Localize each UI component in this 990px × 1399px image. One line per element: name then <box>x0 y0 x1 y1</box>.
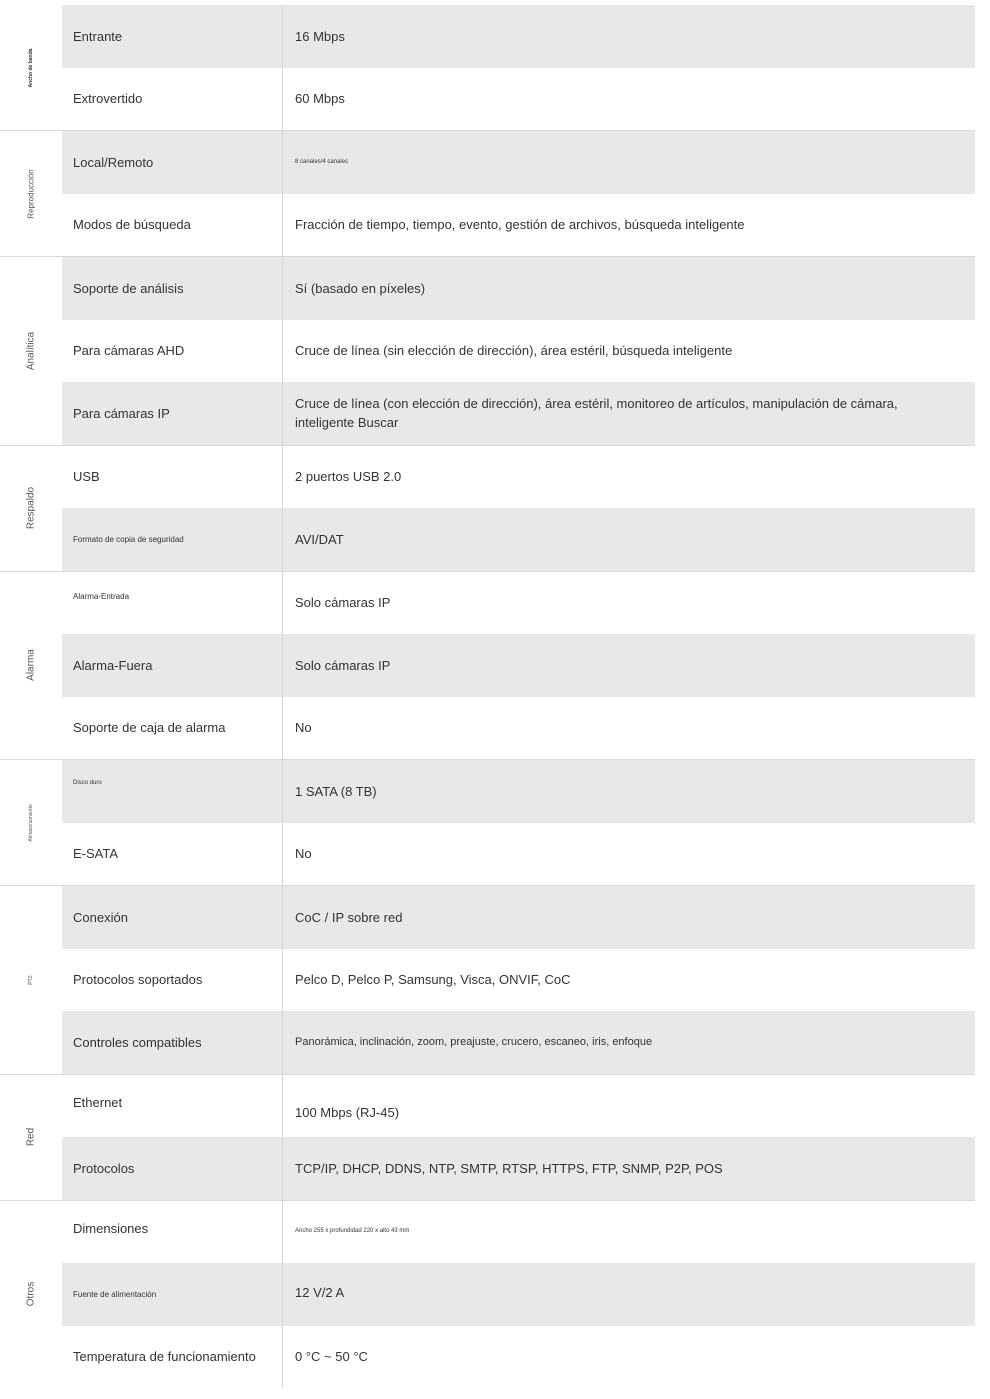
spec-value: Pelco D, Pelco P, Samsung, Visca, ONVIF, CoC <box>295 972 571 988</box>
spec-name: Controles compatibles <box>62 1011 283 1074</box>
table-row <box>62 5 975 68</box>
spec-name: Disco duro <box>62 760 283 823</box>
spec-value: 12 V/2 A <box>295 1285 345 1300</box>
table-row <box>62 823 975 886</box>
table-row <box>62 1326 975 1389</box>
table-row <box>62 949 975 1012</box>
table-row <box>62 1075 975 1138</box>
spec-value: Ancho 255 x profundidad 220 x alto 43 mm <box>295 1228 410 1235</box>
section-label <box>0 131 62 256</box>
spec-value: CoC / IP sobre red <box>295 909 403 925</box>
section-ptz <box>0 886 975 1075</box>
spec-name: Formato de copia de seguridad <box>62 508 283 571</box>
spec-value: 16 Mbps <box>295 28 345 44</box>
spec-name: Protocolos <box>62 1137 283 1200</box>
spec-value: AVI/DAT <box>295 531 344 547</box>
spec-name: Extrovertido <box>62 68 283 131</box>
spec-name: Soporte de análisis <box>62 257 283 320</box>
spec-name: Conexión <box>62 886 283 949</box>
table-row <box>62 194 975 257</box>
section-label-text: Ancho de banda <box>28 48 34 87</box>
table-row <box>62 697 975 760</box>
table-row <box>62 886 975 949</box>
table-row <box>62 1201 975 1264</box>
spec-value: TCP/IP, DHCP, DDNS, NTP, SMTP, RTSP, HTTPS, FTP, SNMP, P2P, POS <box>295 1160 723 1176</box>
spec-name: Protocolos soportados <box>62 949 283 1012</box>
spec-name: Soporte de caja de alarma <box>62 697 283 760</box>
spec-table <box>0 5 975 1388</box>
spec-value: 100 Mbps (RJ-45) <box>295 1104 400 1120</box>
section-playback <box>0 131 975 257</box>
spec-name: Modos de búsqueda <box>62 194 283 257</box>
spec-name: USB <box>62 446 283 509</box>
table-row <box>62 1137 975 1200</box>
section-label-text: Analítica <box>25 331 37 370</box>
section-storage <box>0 760 975 886</box>
spec-value: Solo cámaras IP <box>295 595 391 611</box>
section-backup <box>0 446 975 572</box>
spec-value: 1 SATA (8 TB) <box>295 783 377 799</box>
section-label <box>0 760 62 885</box>
table-row <box>62 68 975 131</box>
section-label-text: PTZ <box>28 975 34 985</box>
table-row <box>62 446 975 509</box>
spec-name: Entrante <box>62 5 283 68</box>
spec-name: E-SATA <box>62 823 283 886</box>
spec-value: Cruce de línea (con elección de dirección), área estéril, monitoreo de artículos, manipulación de cámara, inteligente Buscar <box>295 396 898 431</box>
table-row <box>62 508 975 571</box>
section-network <box>0 1075 975 1201</box>
table-row <box>62 634 975 697</box>
spec-value: Solo cámaras IP <box>295 657 391 673</box>
spec-value: 2 puertos USB 2.0 <box>295 469 402 485</box>
spec-name: Para cámaras IP <box>62 382 283 445</box>
spec-name: Ethernet <box>62 1075 283 1138</box>
spec-name: Local/Remoto <box>62 131 283 194</box>
section-label <box>0 5 62 130</box>
section-label <box>0 1075 62 1200</box>
section-label <box>0 257 62 445</box>
table-row <box>62 320 975 383</box>
section-bandwidth <box>0 5 975 131</box>
section-label-text: Reproducción <box>26 168 36 219</box>
section-label-text: Almacenamiento <box>28 803 34 842</box>
spec-value: Cruce de línea (sin elección de dirección), área estéril, búsqueda inteligente <box>295 343 733 359</box>
spec-value: No <box>295 720 312 736</box>
table-row <box>62 257 975 320</box>
section-other <box>0 1201 975 1389</box>
spec-value: Sí (basado en píxeles) <box>295 280 426 296</box>
section-label <box>0 446 62 571</box>
section-label <box>0 1201 62 1389</box>
spec-name: Alarma-Fuera <box>62 634 283 697</box>
spec-value: 0 °C ~ 50 °C <box>295 1349 368 1365</box>
spec-name: Fuente de alimentación <box>62 1263 283 1326</box>
spec-name: Temperatura de funcionamiento <box>62 1326 283 1389</box>
section-label-text: Red <box>25 1127 37 1147</box>
spec-name: Dimensiones <box>62 1201 283 1264</box>
section-analytics <box>0 257 975 446</box>
section-label-text: Alarma <box>25 649 37 682</box>
section-alarm <box>0 572 975 761</box>
table-row <box>62 382 975 445</box>
table-row <box>62 1011 975 1074</box>
table-row <box>62 760 975 823</box>
section-label-text: Otros <box>25 1282 37 1307</box>
spec-name: Alarma-Entrada <box>62 572 283 635</box>
spec-value: No <box>295 846 312 862</box>
spec-value: 60 Mbps <box>295 91 345 107</box>
table-row <box>62 1263 975 1326</box>
spec-value: Panorámica, inclinación, zoom, preajuste, crucero, escaneo, iris, enfoque <box>295 1035 653 1048</box>
table-row <box>62 572 975 635</box>
spec-name: Para cámaras AHD <box>62 320 283 383</box>
section-label <box>0 886 62 1074</box>
table-row <box>62 131 975 194</box>
spec-value: Fracción de tiempo, tiempo, evento, gestión de archivos, búsqueda inteligente <box>295 217 745 233</box>
section-label-text: Respaldo <box>25 486 37 530</box>
section-label <box>0 572 62 760</box>
spec-value: 8 canales/4 canales <box>295 158 349 165</box>
